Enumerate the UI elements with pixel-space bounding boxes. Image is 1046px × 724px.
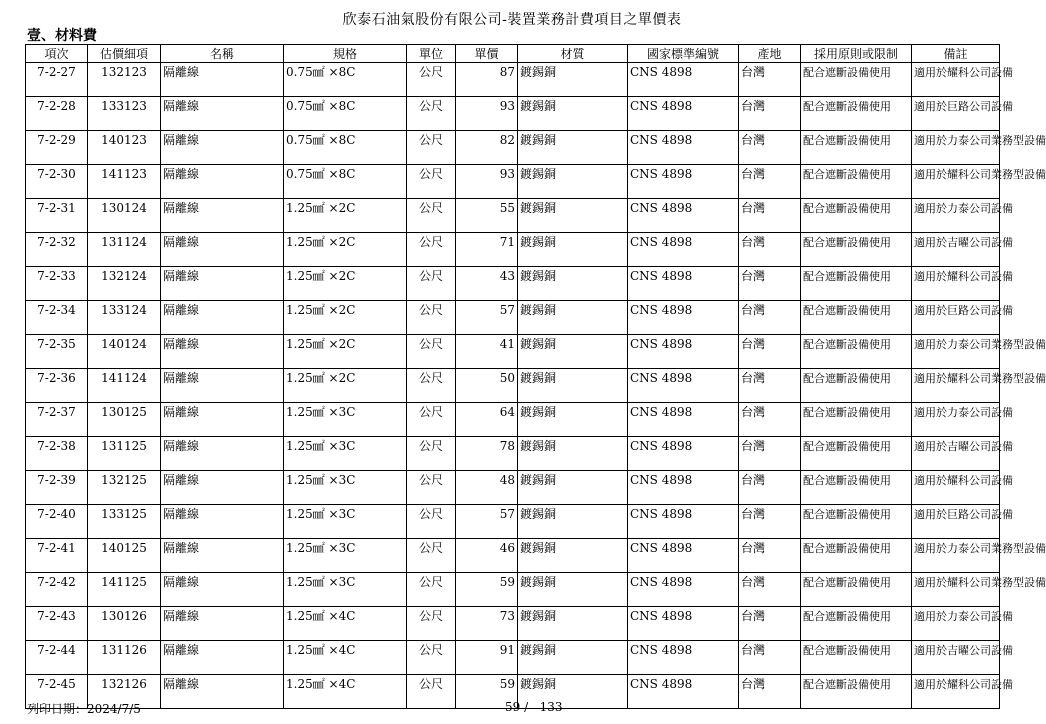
cell-unit: 公尺 [407,573,456,607]
cell-price: 64 [456,403,518,437]
table-row [26,607,1000,641]
cell-price: 48 [456,471,518,505]
header-code: 估價細項 [88,45,161,63]
table-row [26,471,1000,505]
cell-price: 59 [456,675,518,709]
cell-note: 適用於力泰公司業務型設備 [912,131,1000,165]
cell-name: 隔離線 [161,63,284,97]
cell-name: 隔離線 [161,607,284,641]
cell-note: 適用於耀科公司業務型設備 [912,369,1000,403]
cell-material: 鍍錫銅 [518,233,628,267]
cell-no: 7-2-27 [26,63,88,97]
cell-code: 141124 [88,369,161,403]
cell-spec: 1.25㎟ ×2C [284,267,407,301]
cell-standard: CNS 4898 [628,63,739,97]
table-row [26,233,1000,267]
cell-material: 鍍錫銅 [518,471,628,505]
cell-code: 130126 [88,607,161,641]
cell-material: 鍍錫銅 [518,641,628,675]
cell-unit: 公尺 [407,539,456,573]
cell-price: 93 [456,97,518,131]
cell-origin: 台灣 [739,301,801,335]
table-row [26,63,1000,97]
cell-name: 隔離線 [161,403,284,437]
cell-material: 鍍錫銅 [518,267,628,301]
cell-no: 7-2-40 [26,505,88,539]
table-row [26,437,1000,471]
cell-standard: CNS 4898 [628,675,739,709]
cell-no: 7-2-43 [26,607,88,641]
cell-unit: 公尺 [407,505,456,539]
cell-unit: 公尺 [407,301,456,335]
cell-name: 隔離線 [161,539,284,573]
cell-code: 140123 [88,131,161,165]
cell-rule: 配合遮斷設備使用 [801,641,912,675]
cell-name: 隔離線 [161,301,284,335]
cell-code: 132125 [88,471,161,505]
cell-origin: 台灣 [739,369,801,403]
cell-note: 適用於耀科公司設備 [912,471,1000,505]
cell-origin: 台灣 [739,437,801,471]
cell-code: 133124 [88,301,161,335]
table-row [26,301,1000,335]
cell-rule: 配合遮斷設備使用 [801,403,912,437]
cell-spec: 0.75㎟ ×8C [284,131,407,165]
cell-rule: 配合遮斷設備使用 [801,607,912,641]
header-origin: 產地 [739,45,801,63]
cell-unit: 公尺 [407,63,456,97]
cell-name: 隔離線 [161,131,284,165]
cell-unit: 公尺 [407,97,456,131]
cell-standard: CNS 4898 [628,437,739,471]
cell-no: 7-2-33 [26,267,88,301]
cell-no: 7-2-36 [26,369,88,403]
table-row [26,539,1000,573]
cell-standard: CNS 4898 [628,165,739,199]
cell-no: 7-2-31 [26,199,88,233]
cell-unit: 公尺 [407,471,456,505]
cell-standard: CNS 4898 [628,233,739,267]
cell-spec: 1.25㎟ ×2C [284,233,407,267]
cell-standard: CNS 4898 [628,301,739,335]
cell-spec: 1.25㎟ ×2C [284,369,407,403]
cell-price: 57 [456,505,518,539]
cell-no: 7-2-39 [26,471,88,505]
cell-rule: 配合遮斷設備使用 [801,335,912,369]
table-body [26,63,1046,709]
cell-unit: 公尺 [407,675,456,709]
document-title: 欣泰石油氣股份有限公司-裝置業務計費項目之單價表 [342,12,682,28]
cell-spec: 1.25㎟ ×2C [284,301,407,335]
cell-standard: CNS 4898 [628,471,739,505]
cell-price: 78 [456,437,518,471]
cell-code: 130124 [88,199,161,233]
header-rule: 採用原則或限制 [801,45,912,63]
table-row [26,403,1000,437]
cell-spec: 1.25㎟ ×3C [284,573,407,607]
cell-unit: 公尺 [407,165,456,199]
cell-name: 隔離線 [161,199,284,233]
cell-origin: 台灣 [739,335,801,369]
cell-origin: 台灣 [739,641,801,675]
cell-spec: 1.25㎟ ×4C [284,675,407,709]
cell-spec: 1.25㎟ ×3C [284,539,407,573]
cell-material: 鍍錫銅 [518,199,628,233]
cell-material: 鍍錫銅 [518,165,628,199]
cell-spec: 1.25㎟ ×3C [284,437,407,471]
cell-note: 適用於巨路公司設備 [912,301,1000,335]
cell-standard: CNS 4898 [628,403,739,437]
table-row [26,505,1000,539]
cell-code: 133125 [88,505,161,539]
cell-note: 適用於吉曜公司設備 [912,437,1000,471]
cell-standard: CNS 4898 [628,505,739,539]
cell-price: 50 [456,369,518,403]
cell-code: 130125 [88,403,161,437]
cell-no: 7-2-29 [26,131,88,165]
cell-standard: CNS 4898 [628,335,739,369]
cell-spec: 1.25㎟ ×3C [284,471,407,505]
cell-unit: 公尺 [407,641,456,675]
cell-code: 141125 [88,573,161,607]
cell-unit: 公尺 [407,267,456,301]
print-date: 列印日期：2024/7/5 [27,702,141,716]
table-row [26,641,1000,675]
cell-name: 隔離線 [161,233,284,267]
cell-note: 適用於巨路公司設備 [912,97,1000,131]
cell-price: 93 [456,165,518,199]
section-heading: 壹、材料費 [27,28,97,44]
cell-unit: 公尺 [407,607,456,641]
cell-rule: 配合遮斷設備使用 [801,505,912,539]
table-header-row [26,45,1000,63]
cell-rule: 配合遮斷設備使用 [801,267,912,301]
cell-standard: CNS 4898 [628,131,739,165]
cell-rule: 配合遮斷設備使用 [801,539,912,573]
cell-note: 適用於吉曜公司設備 [912,233,1000,267]
cell-price: 91 [456,641,518,675]
cell-name: 隔離線 [161,437,284,471]
table-row [26,165,1000,199]
cell-rule: 配合遮斷設備使用 [801,471,912,505]
cell-price: 71 [456,233,518,267]
cell-origin: 台灣 [739,539,801,573]
cell-spec: 0.75㎟ ×8C [284,97,407,131]
cell-material: 鍍錫銅 [518,437,628,471]
cell-code: 140125 [88,539,161,573]
cell-material: 鍍錫銅 [518,301,628,335]
cell-origin: 台灣 [739,471,801,505]
cell-material: 鍍錫銅 [518,97,628,131]
cell-price: 57 [456,301,518,335]
cell-unit: 公尺 [407,131,456,165]
cell-no: 7-2-35 [26,335,88,369]
page-number: 59 / 133 [505,700,563,714]
cell-standard: CNS 4898 [628,539,739,573]
cell-code: 140124 [88,335,161,369]
cell-code: 132123 [88,63,161,97]
cell-note: 適用於力泰公司設備 [912,199,1000,233]
cell-price: 73 [456,607,518,641]
cell-material: 鍍錫銅 [518,335,628,369]
cell-code: 131126 [88,641,161,675]
cell-origin: 台灣 [739,97,801,131]
cell-code: 132124 [88,267,161,301]
header-note: 備註 [912,45,1000,63]
cell-no: 7-2-41 [26,539,88,573]
table-row [26,97,1000,131]
cell-name: 隔離線 [161,335,284,369]
cell-spec: 1.25㎟ ×2C [284,335,407,369]
cell-no: 7-2-34 [26,301,88,335]
cell-no: 7-2-45 [26,675,88,709]
cell-spec: 1.25㎟ ×3C [284,505,407,539]
cell-origin: 台灣 [739,165,801,199]
cell-price: 59 [456,573,518,607]
header-spec: 規格 [284,45,407,63]
cell-unit: 公尺 [407,369,456,403]
cell-no: 7-2-44 [26,641,88,675]
cell-note: 適用於力泰公司業務型設備 [912,335,1000,369]
cell-standard: CNS 4898 [628,369,739,403]
cell-price: 55 [456,199,518,233]
cell-price: 43 [456,267,518,301]
cell-spec: 1.25㎟ ×2C [284,199,407,233]
cell-spec: 1.25㎟ ×3C [284,403,407,437]
cell-material: 鍍錫銅 [518,369,628,403]
cell-name: 隔離線 [161,675,284,709]
cell-name: 隔離線 [161,165,284,199]
cell-standard: CNS 4898 [628,199,739,233]
cell-note: 適用於力泰公司設備 [912,403,1000,437]
cell-material: 鍍錫銅 [518,505,628,539]
cell-material: 鍍錫銅 [518,403,628,437]
cell-no: 7-2-30 [26,165,88,199]
cell-name: 隔離線 [161,97,284,131]
cell-note: 適用於耀科公司業務型設備 [912,165,1000,199]
cell-standard: CNS 4898 [628,641,739,675]
cell-origin: 台灣 [739,403,801,437]
cell-rule: 配合遮斷設備使用 [801,97,912,131]
header-unit: 單位 [407,45,456,63]
cell-material: 鍍錫銅 [518,539,628,573]
cell-rule: 配合遮斷設備使用 [801,437,912,471]
cell-price: 41 [456,335,518,369]
cell-code: 132126 [88,675,161,709]
cell-material: 鍍錫銅 [518,675,628,709]
cell-rule: 配合遮斷設備使用 [801,63,912,97]
header-name: 名稱 [161,45,284,63]
cell-unit: 公尺 [407,233,456,267]
cell-code: 133123 [88,97,161,131]
cell-standard: CNS 4898 [628,573,739,607]
cell-note: 適用於吉曜公司設備 [912,641,1000,675]
table-row [26,573,1000,607]
cell-origin: 台灣 [739,233,801,267]
cell-note: 適用於巨路公司設備 [912,505,1000,539]
cell-unit: 公尺 [407,199,456,233]
cell-note: 適用於力泰公司設備 [912,607,1000,641]
header-material: 材質 [518,45,628,63]
cell-name: 隔離線 [161,471,284,505]
header-standard: 國家標準編號 [628,45,739,63]
table-row [26,199,1000,233]
cell-rule: 配合遮斷設備使用 [801,301,912,335]
cell-material: 鍍錫銅 [518,63,628,97]
cell-spec: 1.25㎟ ×4C [284,641,407,675]
cell-rule: 配合遮斷設備使用 [801,675,912,709]
cell-name: 隔離線 [161,641,284,675]
table-row [26,335,1000,369]
cell-no: 7-2-37 [26,403,88,437]
cell-material: 鍍錫銅 [518,573,628,607]
cell-rule: 配合遮斷設備使用 [801,165,912,199]
cell-rule: 配合遮斷設備使用 [801,573,912,607]
cell-origin: 台灣 [739,267,801,301]
cell-price: 87 [456,63,518,97]
cell-code: 141123 [88,165,161,199]
cell-origin: 台灣 [739,505,801,539]
cell-code: 131124 [88,233,161,267]
cell-spec: 1.25㎟ ×4C [284,607,407,641]
cell-origin: 台灣 [739,607,801,641]
table-row [26,369,1000,403]
cell-no: 7-2-42 [26,573,88,607]
cell-unit: 公尺 [407,335,456,369]
cell-note: 適用於耀科公司業務型設備 [912,573,1000,607]
cell-standard: CNS 4898 [628,267,739,301]
cell-no: 7-2-32 [26,233,88,267]
cell-no: 7-2-28 [26,97,88,131]
cell-unit: 公尺 [407,403,456,437]
cell-rule: 配合遮斷設備使用 [801,369,912,403]
cell-spec: 0.75㎟ ×8C [284,165,407,199]
cell-note: 適用於力泰公司業務型設備 [912,539,1000,573]
table-row [26,131,1000,165]
cell-origin: 台灣 [739,131,801,165]
cell-code: 131125 [88,437,161,471]
cell-name: 隔離線 [161,505,284,539]
cell-name: 隔離線 [161,267,284,301]
cell-rule: 配合遮斷設備使用 [801,233,912,267]
cell-rule: 配合遮斷設備使用 [801,131,912,165]
cell-unit: 公尺 [407,437,456,471]
cell-spec: 0.75㎟ ×8C [284,63,407,97]
cell-no: 7-2-38 [26,437,88,471]
header-price: 單價 [456,45,518,63]
cell-note: 適用於耀科公司設備 [912,63,1000,97]
cell-material: 鍍錫銅 [518,131,628,165]
cell-origin: 台灣 [739,573,801,607]
cell-price: 82 [456,131,518,165]
price-table [25,44,1046,709]
cell-name: 隔離線 [161,573,284,607]
cell-standard: CNS 4898 [628,97,739,131]
cell-standard: CNS 4898 [628,607,739,641]
header-no: 項次 [26,45,88,63]
cell-origin: 台灣 [739,199,801,233]
cell-origin: 台灣 [739,63,801,97]
cell-name: 隔離線 [161,369,284,403]
table-row [26,267,1000,301]
cell-origin: 台灣 [739,675,801,709]
cell-note: 適用於耀科公司設備 [912,267,1000,301]
cell-note: 適用於耀科公司設備 [912,675,1000,709]
cell-price: 46 [456,539,518,573]
cell-material: 鍍錫銅 [518,607,628,641]
cell-rule: 配合遮斷設備使用 [801,199,912,233]
